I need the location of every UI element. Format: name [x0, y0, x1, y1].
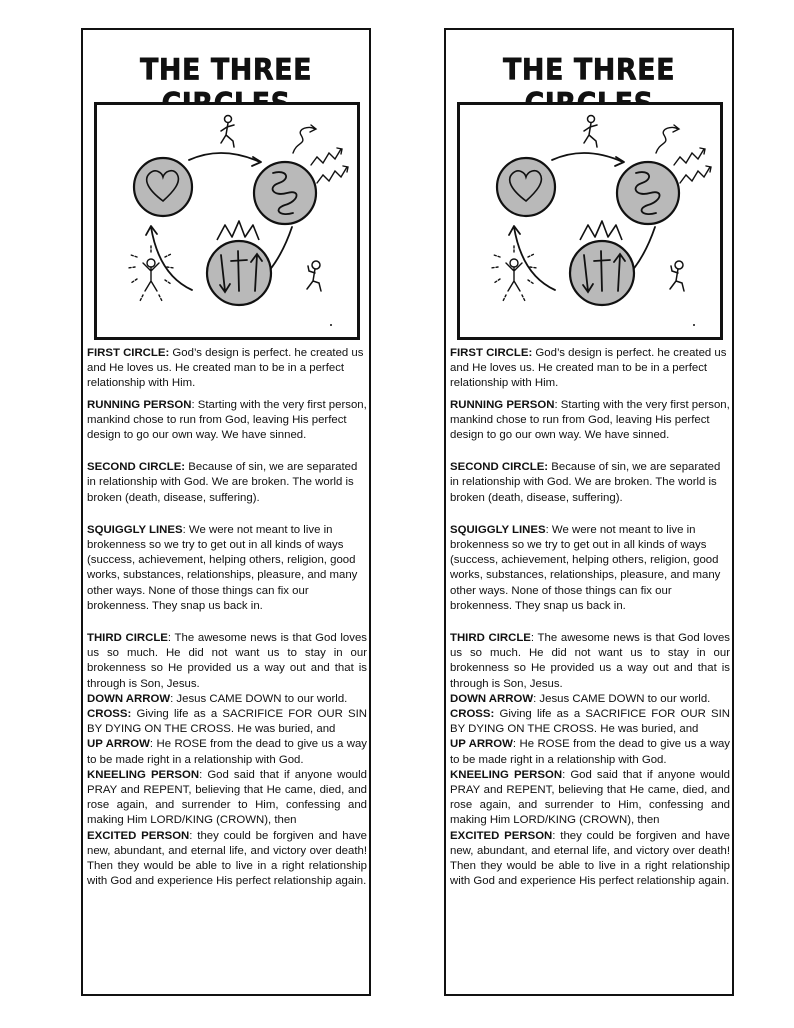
explanation-text [450, 346, 730, 890]
text-third-circle: : The awesome news is that God loves us so much. He did not want us to stay in our brokenness so He provided us a way out and that is through is Son, Jesus. [450, 632, 730, 690]
text-running-person: : Starting with the very first person, mankind chose to run from God, leaving His perfect design to go our own way. We have sinned. [87, 398, 367, 442]
text-down-arrow: : Jesus CAME DOWN to our world. [533, 692, 711, 705]
label-excited-person: EXCITED PERSON [450, 829, 553, 842]
arrow-circle3-to-circle1 [151, 227, 192, 290]
paragraph-third-circle [87, 631, 367, 692]
label-kneeling-person: KNEELING PERSON [87, 768, 200, 781]
paragraph-kneeling-person [450, 768, 730, 829]
text-squiggly-lines: : We were not meant to live in brokenness so we try to get out in all kinds of ways (success, achievement, helping others, religion, good works, substances, relationships, pleasure, and many other ways. None of those things can fix our brokenness. They snap us back in. [87, 523, 358, 612]
label-third-circle: THIRD CIRCLE [450, 632, 531, 645]
running-person-icon [221, 116, 234, 148]
paragraph-excited-person [450, 829, 730, 890]
label-third-circle: THIRD CIRCLE [87, 632, 168, 645]
kneeling-person-icon [670, 261, 684, 291]
arrow-circle1-to-circle2 [552, 153, 623, 162]
paragraph-squiggly-lines [87, 523, 367, 614]
label-first-circle: FIRST CIRCLE: [450, 347, 533, 359]
paragraph-cross [87, 707, 367, 737]
paragraph-running-person [87, 398, 367, 444]
paragraph-kneeling-person [87, 768, 367, 829]
first-circle [134, 158, 192, 216]
label-down-arrow: DOWN ARROW [450, 692, 534, 705]
paragraph-cross [450, 707, 730, 737]
text-down-arrow: : Jesus CAME DOWN to our world. [170, 692, 348, 705]
paragraph-up-arrow [450, 737, 730, 767]
running-person-icon [584, 116, 597, 148]
label-squiggly-lines: SQUIGGLY LINES [450, 523, 546, 536]
three-circles-diagram [94, 102, 360, 340]
three-circles-diagram [457, 102, 723, 340]
paragraph-up-arrow [87, 737, 367, 767]
label-excited-person: EXCITED PERSON [87, 829, 190, 842]
arrow-circle3-to-circle1 [514, 227, 555, 290]
paragraph-first-circle [450, 346, 730, 392]
text-first-circle: God’s design is perfect. he created us and He loves us. He created man to be in a perfect relationship with Him. [450, 347, 727, 390]
label-up-arrow: UP ARROW [450, 738, 513, 751]
label-kneeling-person: KNEELING PERSON [450, 768, 563, 781]
text-excited-person: : they could be forgiven and have new, abundant, and eternal life, and victory over death! Then they would be able to live in a right relationship with God and experience His perfect relationship again. [87, 829, 368, 888]
label-running-person: RUNNING PERSON [450, 398, 555, 411]
paragraph-second-circle [87, 460, 367, 506]
section-third-circle-group [450, 631, 730, 889]
section-third-circle-group [87, 631, 367, 889]
paragraph-first-circle [87, 346, 367, 392]
label-cross: CROSS: [450, 708, 495, 721]
label-first-circle: FIRST CIRCLE: [87, 347, 170, 359]
label-up-arrow: UP ARROW [87, 738, 150, 751]
excited-person-icon [128, 246, 174, 301]
page-title: THE THREE [139, 52, 313, 87]
label-cross: CROSS: [87, 708, 132, 721]
text-up-arrow: : He ROSE from the dead to give us a way to be made right in a relationship with God. [87, 738, 367, 766]
label-second-circle: SECOND CIRCLE: [87, 461, 186, 474]
diagram-svg [460, 105, 720, 337]
arrow-circle1-to-circle2 [189, 153, 260, 162]
text-kneeling-person: : God said that if anyone would PRAY and REPENT, believing that He came, died, and rose again, and surrender to Him, confessing and making Him LORD/KING (CROWN), then [450, 768, 731, 827]
paragraph-running-person [450, 398, 730, 444]
crown-icon [580, 221, 622, 240]
crown-icon [217, 221, 259, 240]
text-excited-person: : they could be forgiven and have new, abundant, and eternal life, and victory over death! Then they would be able to live in a right relationship with God and experience His perfect relationship again. [450, 829, 731, 888]
paragraph-excited-person [87, 829, 367, 890]
label-down-arrow: DOWN ARROW [87, 692, 171, 705]
explanation-text [87, 346, 367, 890]
text-squiggly-lines: : We were not meant to live in brokenness so we try to get out in all kinds of ways (success, achievement, helping others, religion, good works, substances, relationships, pleasure, and many other ways. None of those things can fix our brokenness. They snap us back in. [450, 523, 721, 612]
first-circle [497, 158, 555, 216]
text-first-circle: God’s design is perfect. he created us and He loves us. He created man to be in a perfect relationship with Him. [87, 347, 364, 390]
kneeling-person-icon [307, 261, 321, 291]
paragraph-third-circle [450, 631, 730, 692]
text-second-circle: Because of sin, we are separated in relationship with God. We are broken. The world is broken (death, disease, suffering). [87, 461, 358, 504]
label-squiggly-lines: SQUIGGLY LINES [87, 523, 183, 536]
paragraph-down-arrow [450, 692, 730, 707]
label-second-circle: SECOND CIRCLE: [450, 461, 549, 474]
bookmark-left [81, 28, 371, 996]
text-cross: Giving life as a SACRIFICE FOR OUR SIN BY DYING ON THE CROSS. He was buried, and [450, 708, 730, 736]
text-third-circle: : The awesome news is that God loves us so much. He did not want us to stay in our brokenness so He provided us a way out and that is through is Son, Jesus. [87, 632, 367, 690]
text-up-arrow: : He ROSE from the dead to give us a way to be made right in a relationship with God. [450, 738, 730, 766]
text-cross: Giving life as a SACRIFICE FOR OUR SIN BY DYING ON THE CROSS. He was buried, and [87, 708, 367, 736]
paragraph-squiggly-lines [450, 523, 730, 614]
paragraph-second-circle [450, 460, 730, 506]
excited-person-icon [491, 246, 537, 301]
bookmark-right [444, 28, 734, 996]
diagram-svg [97, 105, 357, 337]
text-kneeling-person: : God said that if anyone would PRAY and REPENT, believing that He came, died, and rose again, and surrender to Him, confessing and making Him LORD/KING (CROWN), then [87, 768, 368, 827]
label-running-person: RUNNING PERSON [87, 398, 192, 411]
page-title: THE THREE [502, 52, 676, 87]
text-second-circle: Because of sin, we are separated in relationship with God. We are broken. The world is broken (death, disease, suffering). [450, 461, 721, 504]
paragraph-down-arrow [87, 692, 367, 707]
text-running-person: : Starting with the very first person, mankind chose to run from God, leaving His perfect design to go our own way. We have sinned. [450, 398, 730, 442]
